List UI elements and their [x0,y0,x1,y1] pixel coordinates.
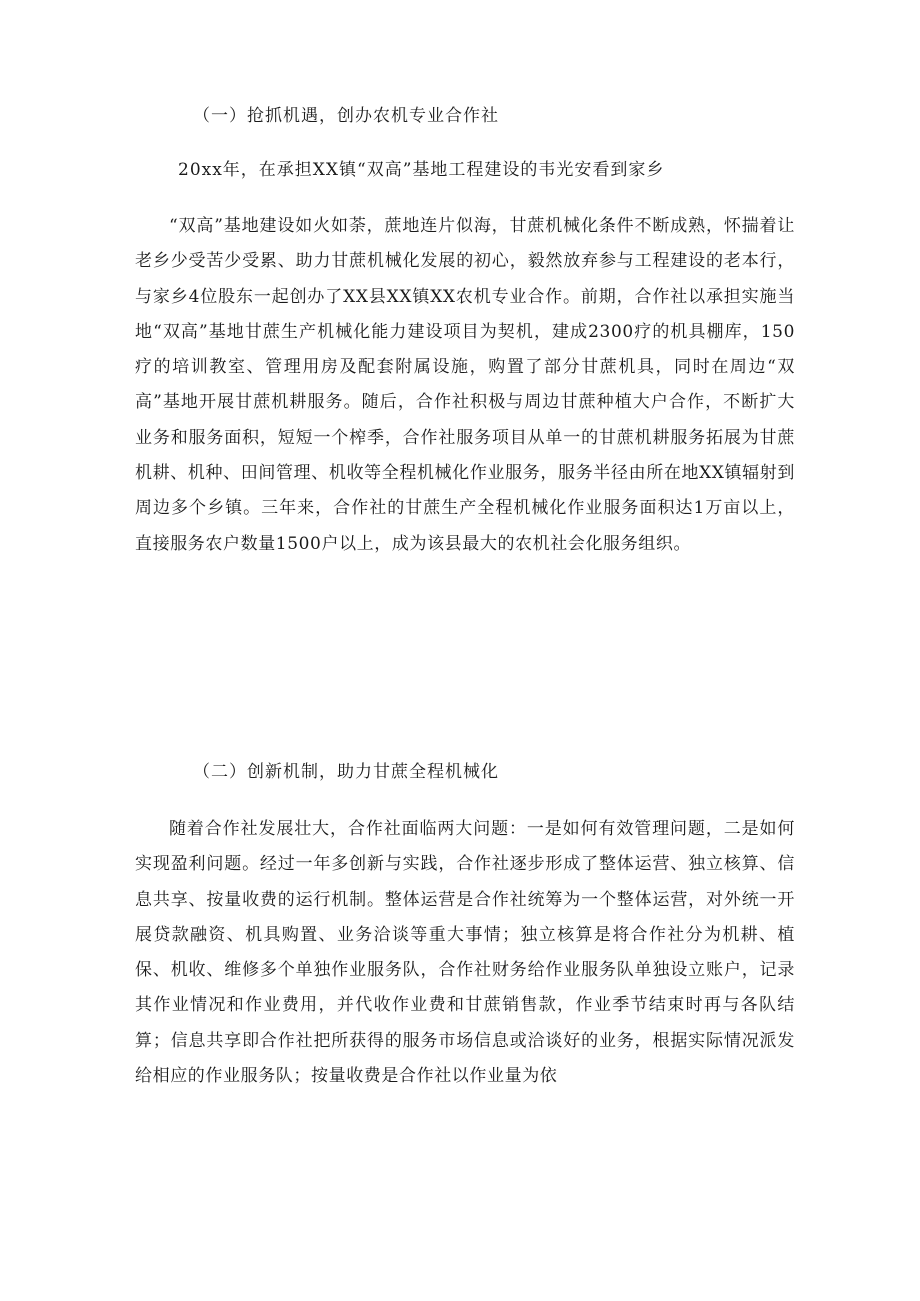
section-heading-1: （一）抢抓机遇，创办农机专业合作社 [193,106,499,126]
section-heading-2: （二）创新机制，助力甘蔗全程机械化 [193,762,499,782]
body-paragraph-2: 随着合作社发展壮大，合作社面临两大问题：一是如何有效管理问题，二是如何实现盈利问题。经过一年多创新与实践，合作社逐步形成了整体运营、独立核算、信息共享、按量收费的运行机制。整体运营是合作社统筹为一个整体运营，对外统一开展贷款融资、机具购置、业务洽谈等重大事情；独立核算是将合作社分为机耕、植保、机收、维修多个单独作业服务队，合作社财务给作业服务队单独设立账户，记录其作业情况和作业费用，并代收作业费和甘蔗销售款，作业季节结束时再与各队结算；信息共享即合作社把所获得的服务市场信息或洽谈好的业务，根据实际情况派发给相应的作业服务队；按量收费是合作社以作业量为依 [135,819,795,1087]
intro-line: 20xx年，在承担XX镇“双高”基地工程建设的韦光安看到家乡 [178,160,665,180]
body-paragraph-1: “双高”基地建设如火如荼，蔗地连片似海，甘蔗机械化条件不断成熟，怀揣着让老乡少受苦少受累、助力甘蔗机械化发展的初心，毅然放弃参与工程建设的老本行，与家乡4位股东一起创办了XX县XX镇XX农机专业合作。前期，合作社以承担实施当地“双高”基地甘蔗生产机械化能力建设项目为契机，建成2300疗的机具棚库，150疗的培训教室、管理用房及配套附属设施，购置了部分甘蔗机具，同时在周边“双高”基地开展甘蔗机耕服务。随后，合作社积极与周边甘蔗种植大户合作，不断扩大业务和服务面积，短短一个榨季，合作社服务项目从单一的甘蔗机耕服务拓展为甘蔗机耕、机种、田间管理、机收等全程机械化作业服务，服务半径由所在地XX镇辐射到周边多个乡镇。三年来，合作社的甘蔗生产全程机械化作业服务面积达1万亩以上，直接服务农户数量1500户以上，成为该县最大的农机社会化服务组织。 [135,216,795,554]
